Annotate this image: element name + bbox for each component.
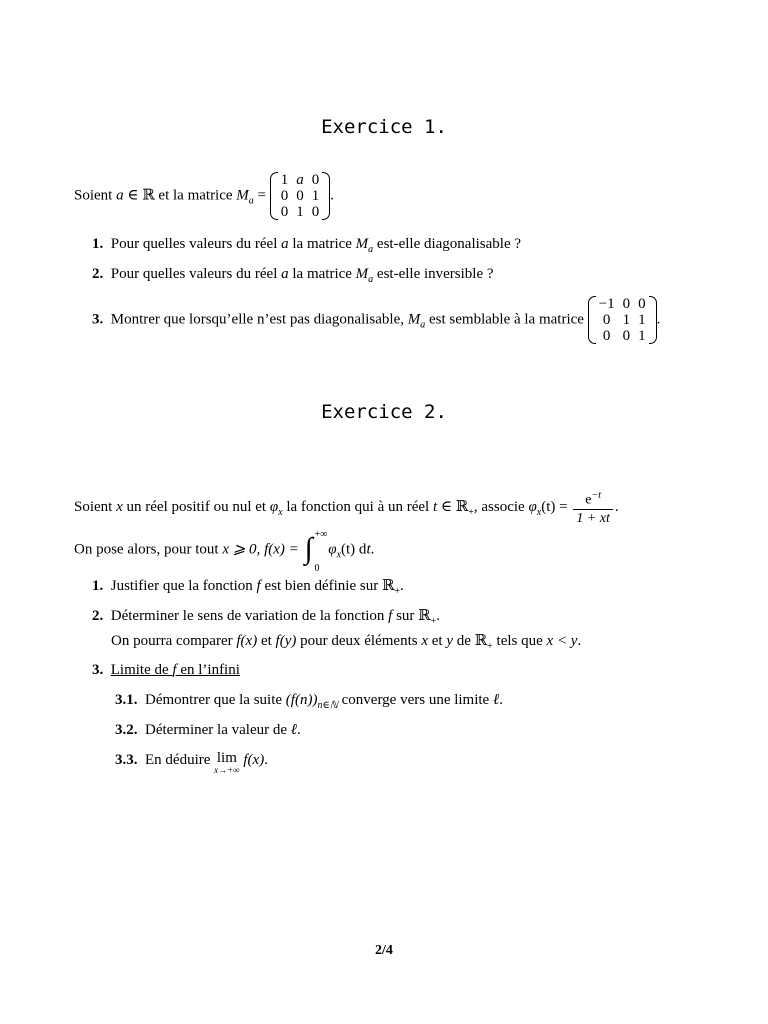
matrix-Ma: [270, 172, 331, 220]
matrix-cell: 0: [638, 296, 646, 312]
integral-sign: ∫ +∞ 0: [304, 529, 328, 574]
matrix-cell: 0: [311, 172, 320, 188]
matrix-cell: 0: [622, 296, 631, 312]
matrix-cell: a: [296, 172, 304, 188]
matrix-target: [588, 296, 657, 344]
matrix-cell: 1: [622, 312, 631, 328]
exercise-2-title: Exercice 2.: [321, 401, 447, 423]
matrix-cell: 0: [311, 204, 320, 220]
exercise-1-question-3: 3. Montrer que lorsqu’elle n’est pas diagonalisable, $M_a$ est semblable à la matrice −1 0 0 0 1 1 0 0 1 .: [92, 296, 661, 344]
matrix-cell: 1: [311, 188, 320, 204]
exercise-2-question-3-1: 3.1. Démontrer que la suite $(f(n))_{n\in ℕ}$ converge vers une limite ℓ.: [115, 692, 503, 711]
page-number: 2/4: [375, 943, 393, 958]
matrix-cell: 0: [280, 188, 289, 204]
matrix-cell: 0: [296, 188, 304, 204]
matrix-cell: −1: [598, 296, 615, 312]
matrix-cell: 0: [622, 328, 631, 344]
matrix-cell: 0: [602, 328, 611, 344]
exercise-2-intro: Soient x un réel positif ou nul et $\varphi_x$ la fonction qui à un réel t ∈ ℝ$_+$, associe $\varphi_x(t)$ = $\frac{e^{-t}}{1 + xt}$ .: [74, 490, 619, 526]
matrix-cell: 1: [280, 172, 289, 188]
exercise-2-definition: On pose alors, pour tout x ⩾ 0, f(x) = ∫ +∞ 0 $\varphi_x(t)$ dt.: [74, 529, 375, 574]
exercise-1-intro: Soient a ∈ ℝ et la matrice $M_a$ = 1 a 0 0 0 1 0 1 0 .: [74, 172, 335, 220]
matrix-cell: 1: [638, 328, 646, 344]
matrix-cell: 1: [638, 312, 646, 328]
exercise-2-question-3-3: 3.3. En déduire lim x→+∞ f(x).: [115, 750, 268, 775]
exercise-1-question-2: 2. Pour quelles valeurs du réel a la matrice $M_a$ est-elle inversible ?: [92, 266, 494, 285]
limit-operator: lim x→+∞: [214, 750, 240, 775]
exercise-2-question-2-hint: On pourra comparer f(x) et f(y) pour deux éléments x et y de ℝ$_+$ tels que x < y.: [111, 633, 582, 652]
exercise-2-question-2: 2. Déterminer le sens de variation de la fonction f sur ℝ$_+$.: [92, 608, 441, 627]
exercise-2-question-3: 3. Limite de f en l’infini: [92, 662, 240, 678]
matrix-cell: 0: [280, 204, 289, 220]
exercise-1-title: Exercice 1.: [321, 116, 447, 138]
matrix-cell: 1: [296, 204, 304, 220]
exercise-2-question-1: 1. Justifier que la fonction f est bien définie sur ℝ$_+$.: [92, 578, 404, 597]
phi-fraction: $\frac{e^{-t}}{1 + xt}$: [573, 488, 613, 527]
exercise-1-question-1: 1. Pour quelles valeurs du réel a la matrice $M_a$ est-elle diagonalisable ?: [92, 236, 522, 255]
exercise-2-question-3-2: 3.2. Déterminer la valeur de ℓ.: [115, 722, 301, 738]
matrix-cell: 0: [602, 312, 611, 328]
question-3-heading: Limite de f en l’infini: [110, 662, 240, 678]
